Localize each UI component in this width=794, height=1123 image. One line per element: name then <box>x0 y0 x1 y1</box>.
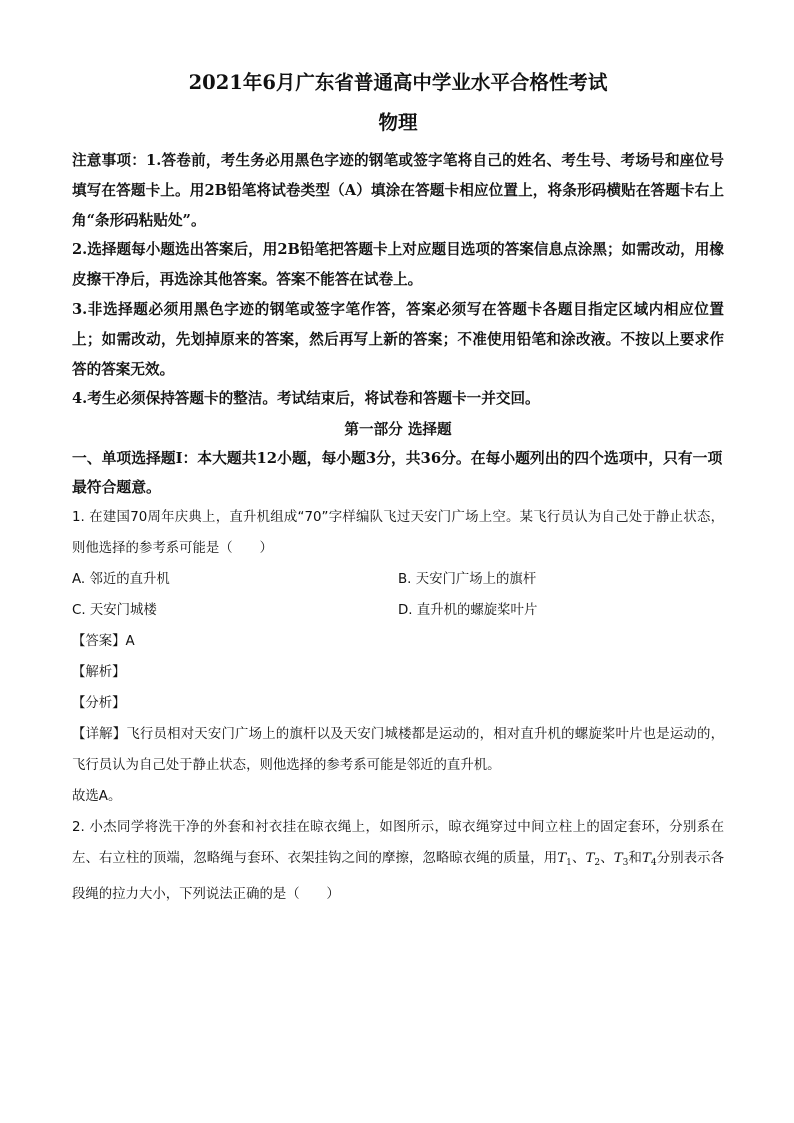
question-2-stem-part1: 2. 小杰同学将洗干净的外套和衬衣挂在晾衣绳上，如图所示，晾衣绳穿过中间立柱上的固定套环，分别系在左、右立柱的顶端，忽略绳与套环、衣架挂钩之间的摩擦，忽略晾衣绳的质量，用 <box>72 820 724 867</box>
tension-t2-symbol: T <box>585 851 595 867</box>
question-2-stem <box>72 812 724 910</box>
detail-explanation <box>72 719 724 812</box>
question-2-stem-part2: 分别表示各段绳的拉力大小，下列说法正确的是（ ） <box>72 851 725 903</box>
notice-block <box>72 146 724 414</box>
tension-t1-symbol: T <box>557 851 567 867</box>
separator-3: 和 <box>628 851 642 867</box>
notice-item-3: 3.非选择题必须用黑色字迹的钢笔或签字笔作答，答案必须写在答题卡各题目指定区域内相应位置上；如需改动，先划掉原来的答案，然后再写上新的答案；不准使用铅笔和涂改液。不按以上要求作答的答案无效。 <box>72 300 724 378</box>
tension-t3-subscript: 3 <box>622 858 629 869</box>
section-heading: 第一部分 选择题 <box>344 421 452 439</box>
question-1-stem: 1. 在建国70周年庆典上，直升机组成“70”字样编队飞过天安门广场上空。某飞行员认为自己处于静止状态，则他选择的参考系可能是（ ） <box>72 510 724 557</box>
notice-item-1: 注意事项：1.答卷前，考生务必用黑色字迹的钢笔或签字笔将自己的姓名、考生号、考场号和座位号填写在答题卡上。用2B铅笔将试卷类型（A）填涂在答题卡相应位置上，将条形码横贴在答题卡右上角“条形码粘贴处”。 <box>72 152 724 229</box>
question-2 <box>72 812 724 910</box>
separator-1: 、 <box>571 851 586 867</box>
option-d: D. 直升机的螺旋桨叶片 <box>398 603 538 619</box>
tension-t4-subscript: 4 <box>650 858 657 869</box>
notice-item-2: 2.选择题每小题选出答案后，用2B铅笔把答题卡上对应题目选项的答案信息点涂黑；如需改动，用橡皮擦干净后，再选涂其他答案。答案不能答在试卷上。 <box>72 241 724 289</box>
notice-item-4: 4.考生必须保持答题卡的整洁。考试结束后，将试卷和答题卡一并交回。 <box>72 390 540 408</box>
detail-text: 【详解】飞行员相对天安门广场上的旗杆以及天安门城楼都是运动的，相对直升机的螺旋桨叶片也是运动的，飞行员认为自己处于静止状态，则他选择的参考系可能是邻近的直升机。 <box>72 727 724 774</box>
separator-2: 、 <box>600 851 614 867</box>
conclusion-text: 故选A。 <box>72 789 122 805</box>
tension-t2-subscript: 2 <box>594 858 601 869</box>
option-c: C. 天安门城楼 <box>72 603 157 619</box>
question-1-options <box>72 564 724 626</box>
part-title: 一、单项选择题Ⅰ：本大题共12小题，每小题3分，共36分。在每小题列出的四个选项中，只有一项最符合题意。 <box>72 450 723 497</box>
exam-page <box>72 66 724 910</box>
option-a: A. 邻近的直升机 <box>72 572 170 588</box>
option-b: B. 天安门广场上的旗杆 <box>398 572 537 588</box>
tension-t3-symbol: T <box>613 851 623 867</box>
fenxi-label: 【分析】 <box>72 696 126 712</box>
tension-t4-symbol: T <box>641 851 651 867</box>
exam-title: 2021年6月广东省普通高中学业水平合格性考试 <box>188 71 608 94</box>
answer-label: 【答案】A <box>72 634 135 650</box>
question-1 <box>72 502 724 564</box>
subject-title: 物理 <box>378 111 418 134</box>
analysis-label: 【解析】 <box>72 665 126 681</box>
tension-t1-subscript: 1 <box>566 858 572 869</box>
